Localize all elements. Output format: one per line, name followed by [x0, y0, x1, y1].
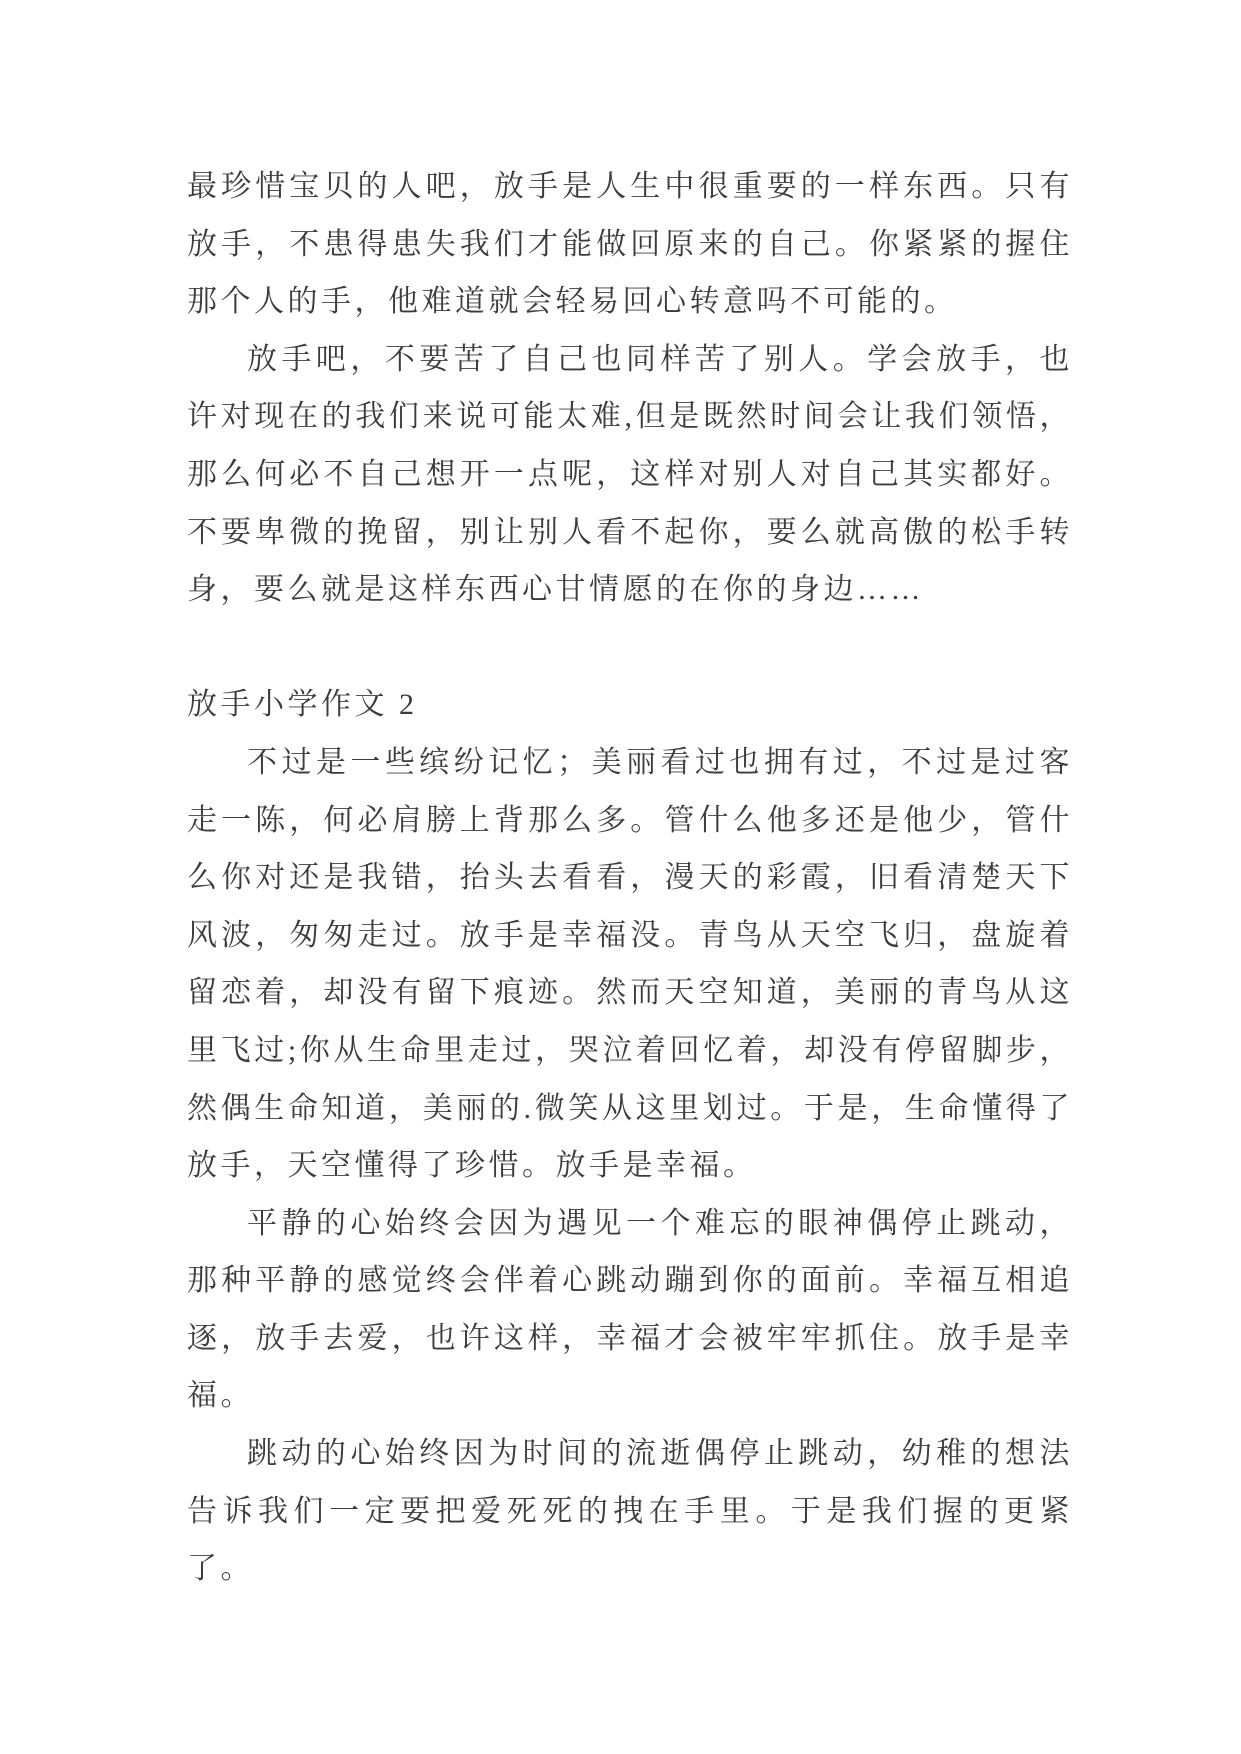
document-body — [187, 158, 1073, 1598]
section-heading: 放手小学作文 2 — [187, 688, 418, 722]
paragraph: 放手吧，不要苦了自己也同样苦了别人。学会放手，也许对现在的我们来说可能太难,但是既然时间会让我们领悟，那么何必不自己想开一点呢，这样对别人对自己其实都好。不要卑微的挽留，别让别人看不起你，要么就高傲的松手转身，要么就是这样东西心甘情愿的在你的身边…… — [187, 342, 1073, 607]
paragraph: 最珍惜宝贝的人吧，放手是人生中很重要的一样东西。只有放手，不患得患失我们才能做回原来的自己。你紧紧的握住那个人的手，他难道就会轻易回心转意吗不可能的。 — [187, 170, 1073, 319]
paragraph: 不过是一些缤纷记忆；美丽看过也拥有过，不过是过客走一陈，何必肩膀上背那么多。管什么他多还是他少，管什么你对还是我错，抬头去看看，漫天的彩霞，旧看清楚天下风波，匆匆走过。放手是幸福没。青鸟从天空飞归，盘旋着留恋着，却没有留下痕迹。然而天空知道，美丽的青鸟从这里飞过;你从生命里走过，哭泣着回忆着，却没有停留脚步，然偶生命知道，美丽的.微笑从这里划过。于是，生命懂得了放手，天空懂得了珍惜。放手是幸福。 — [187, 745, 1073, 1183]
paragraph: 跳动的心始终因为时间的流逝偶停止跳动，幼稚的想法告诉我们一定要把爱死死的拽在手里。于是我们握的更紧了。 — [187, 1437, 1073, 1586]
paragraph: 平静的心始终会因为遇见一个难忘的眼神偶停止跳动，那种平静的感觉终会伴着心跳动蹦到你的面前。幸福互相追逐，放手去爱，也许这样，幸福才会被牢牢抓住。放手是幸福。 — [187, 1206, 1073, 1413]
